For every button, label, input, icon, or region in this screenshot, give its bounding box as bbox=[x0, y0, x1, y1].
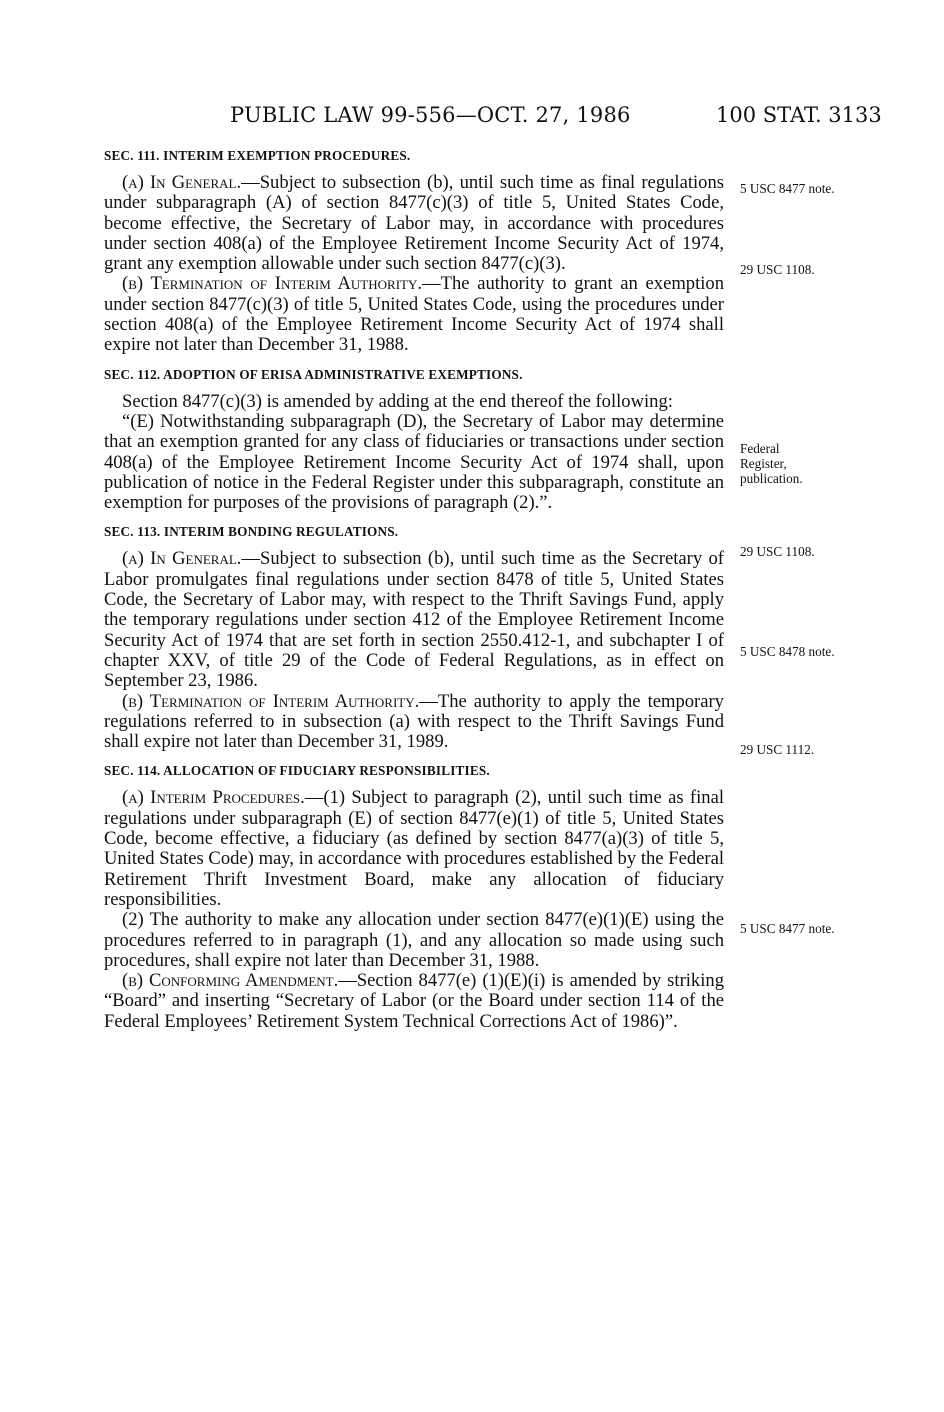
running-header-stat: 100 STAT. 3133 bbox=[716, 103, 882, 127]
section-111-heading: SEC. 111. INTERIM EXEMPTION PROCEDURES. bbox=[104, 148, 411, 163]
margin-note-usc: 5 USC 8477 note. bbox=[740, 181, 835, 196]
section-111-a-text: —Subject to subsection (b), until such time as final regulations under subparagraph (A) of section 8477(c)(3) of title 5, United States Code, become effective, the Secretary of Labor may, in accordance with procedures under section 408(a) of the Employee Retirement Income Security Act of 1974, grant any exemption allowable under such section 8477(c)(3). bbox=[104, 172, 724, 275]
section-113-b bbox=[104, 692, 724, 753]
margin-note-line: Federal bbox=[740, 441, 780, 456]
section-113-b-text: —The authority to apply the temporary regulations referred to in subsection (a) with respect to the Thrift Savings Fund shall expire not later than December 31, 1989. bbox=[104, 690, 724, 753]
section-114-a-text: —(1) Subject to paragraph (2), until such time as final regulations under subparagraph (E) of section 8477(e)(1) of title 5, United States Code, become effective, a fiduciary (as defined by section 8477(a)(3) of title 5, United States Code) may, in accordance with procedures established by the Federal Retirement Thrift Investment Board, make any allocation of fiduciary responsibilities. bbox=[104, 787, 724, 910]
margin-note-usc: 29 USC 1108. bbox=[740, 262, 815, 277]
section-111-b-label: (b) Termination of Interim Authority. bbox=[122, 273, 423, 295]
margin-note-usc: 5 USC 8478 note. bbox=[740, 644, 835, 659]
section-113-heading: SEC. 113. INTERIM BONDING REGULATIONS. bbox=[104, 524, 399, 540]
section-114-b-label: (b) Conforming Amendment. bbox=[122, 970, 339, 992]
body-column bbox=[104, 148, 724, 1032]
section-113-a bbox=[104, 549, 724, 691]
section-114-heading: SEC. 114. ALLOCATION OF FIDUCIARY RESPONSIBILITIES. bbox=[104, 763, 490, 779]
section-114-b bbox=[104, 971, 724, 1032]
margin-note-line: publication. bbox=[740, 471, 803, 486]
margin-note-line: Register, bbox=[740, 456, 787, 471]
section-111-a-label: (a) In General. bbox=[122, 172, 242, 193]
section-114-a bbox=[104, 788, 724, 910]
margin-note-usc: 5 USC 8477 note. bbox=[740, 921, 835, 936]
section-112-quote: “(E) Notwithstanding subparagraph (D), the Secretary of Labor may determine that an exemption granted for any class of fiduciaries or transactions under section 408(a) of the Employee Retirement Income Security Act of 1974 shall, upon publication of notice in the Federal Register under this subparagraph, constitute an exemption for purposes of the provisions of paragraph (2).”. bbox=[104, 410, 724, 514]
section-113-b-label: (b) Termination of Interim Authority. bbox=[122, 690, 420, 712]
margin-note-usc: 29 USC 1108. bbox=[740, 544, 815, 559]
margin-note-usc: 29 USC 1112. bbox=[740, 742, 815, 757]
section-112-intro: Section 8477(c)(3) is amended by adding at the end thereof the following: bbox=[122, 390, 673, 412]
section-111-b-text: —The authority to grant an exemption under section 8477(c)(3) of title 5, United States Code, using the procedures under section 408(a) of the Employee Retirement Income Security Act of 1974 shall expire not later than December 31, 1988. bbox=[104, 273, 725, 356]
section-113-a-text: —Subject to subsection (b), until such time as the Secretary of Labor promulgates final regulations under section 8478 of title 5, United States Code, the Secretary of Labor may, with respect to the Thrift Savings Fund, apply the temporary regulations under section 412 of the Employee Retirement Income Security Act of 1974 that are set forth in section 2550.412-1, and subchapter I of chapter XXV, of title 29 of the Code of Federal Regulations, as in effect on September 23, 1986. bbox=[104, 548, 724, 692]
section-113-a-label: (a) In General. bbox=[122, 548, 242, 570]
section-112-heading: SEC. 112. ADOPTION OF ERISA ADMINISTRATIVE EXEMPTIONS. bbox=[104, 366, 523, 382]
section-114-a-label: (a) Interim Procedures. bbox=[122, 787, 305, 809]
margin-note-federal-register bbox=[740, 441, 803, 486]
section-114-a2: (2) The authority to make any allocation under section 8477(e)(1)(E) using the procedures referred to in paragraph (1), and any allocation so made using such procedures, shall expire not later than December 31, 1988. bbox=[104, 909, 724, 971]
section-111-b bbox=[104, 274, 724, 355]
section-111-a bbox=[104, 173, 724, 274]
running-header-title: PUBLIC LAW 99-556—OCT. 27, 1986 bbox=[230, 103, 631, 127]
section-114-b-text: —Section 8477(e) (1)(E)(i) is amended by striking “Board” and inserting “Secretary of Labor (or the Board under section 114 of the Federal Employees’ Retirement System Technical Corrections Act of 1986)”. bbox=[104, 970, 724, 1032]
